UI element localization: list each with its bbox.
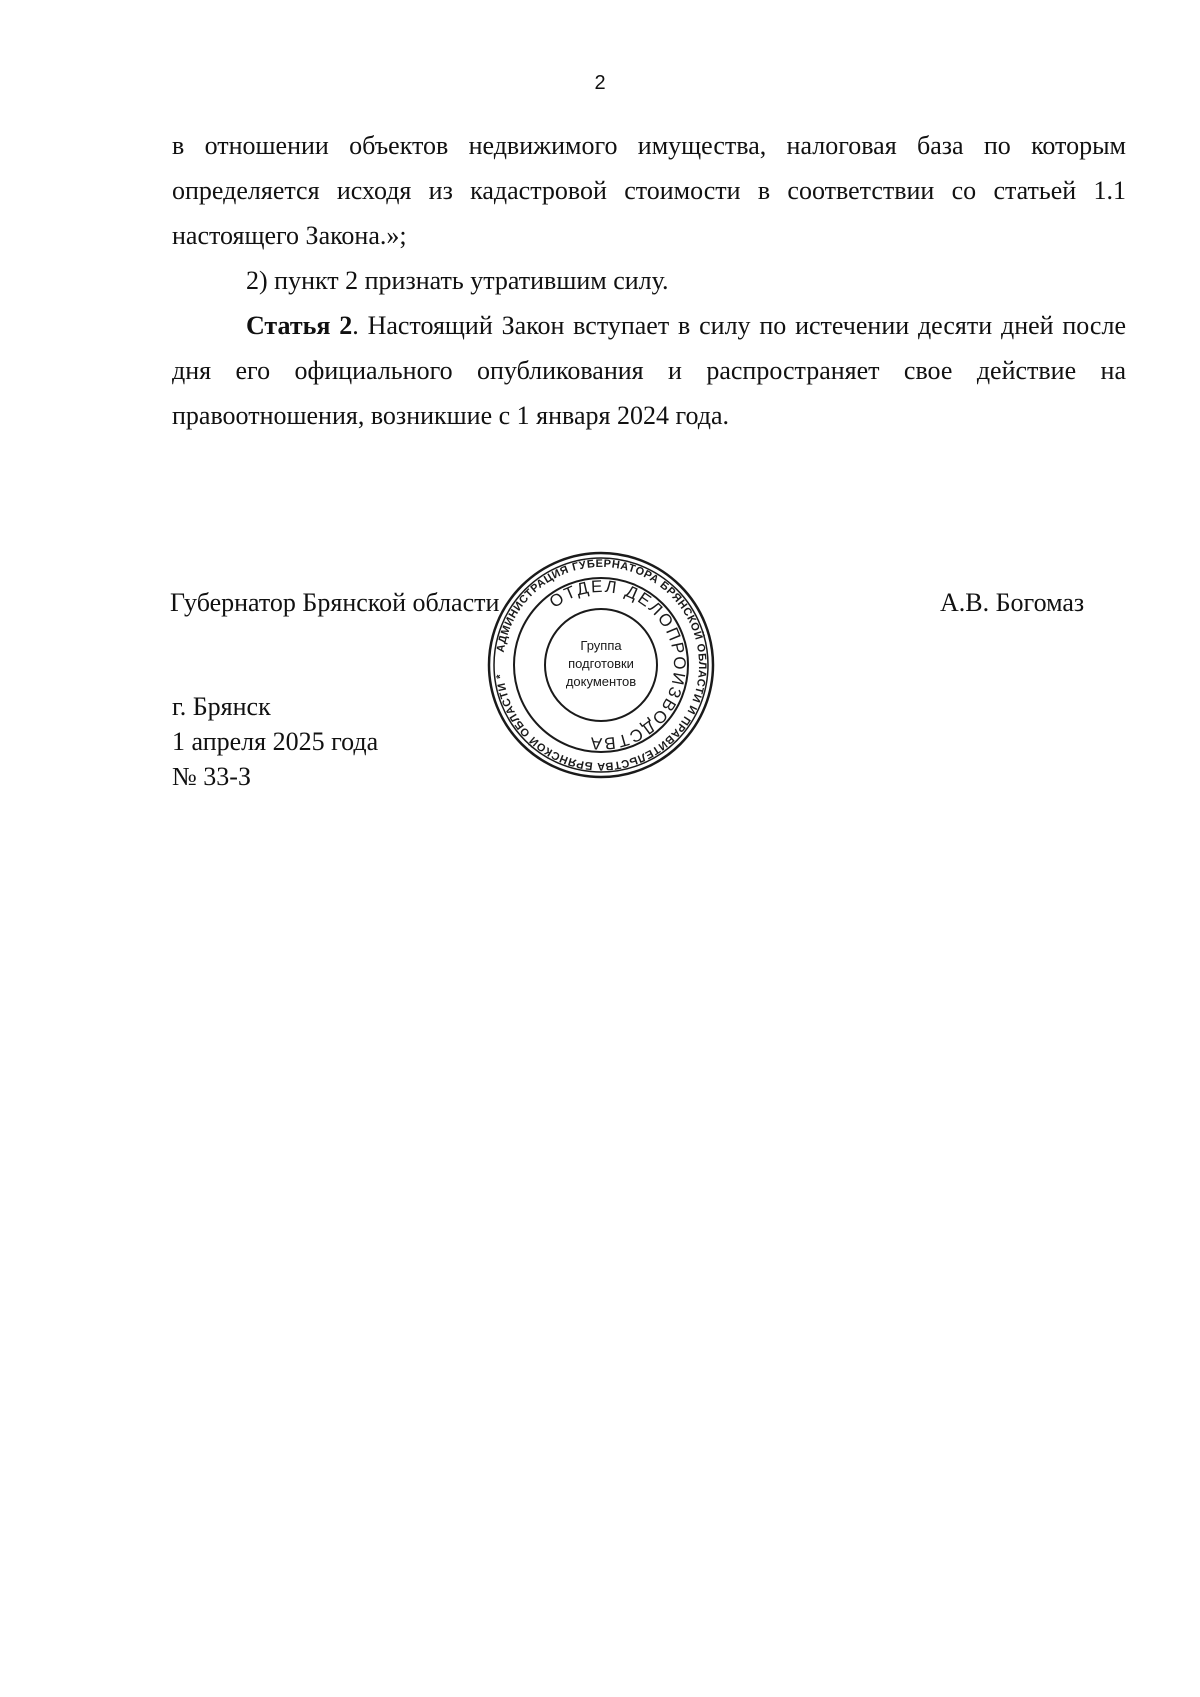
place-date-number <box>172 689 378 794</box>
paragraph-continuation: в отношении объектов недвижимого имущества, налоговая база по которым определяется исходя из кадастровой стоимости в соответствии со статьей 1.1 настоящего Закона.»; <box>172 131 1126 250</box>
document-body <box>172 123 1126 438</box>
stamp-outer-text: АДМИНИСТРАЦИЯ ГУБЕРНАТОРА БРЯНСКОЙ ОБЛАСТИ И ПРАВИТЕЛЬСТВА БРЯНСКОЙ ОБЛАСТИ * <box>494 557 709 773</box>
article-2-text: . Настоящий Закон вступает в силу по истечении десяти дней после дня его официального опубликования и распространяет свое действие на правоотношения, возникшие с 1 января 2024 года. <box>172 311 1126 430</box>
signatory-position: Губернатор Брянской области <box>170 588 500 617</box>
stamp-center-line-1: Группа <box>580 638 622 653</box>
signing-date: 1 апреля 2025 года <box>172 727 379 756</box>
stamp-center-line-2: подготовки <box>568 656 634 671</box>
city: г. Брянск <box>172 692 271 721</box>
paragraph-article-2 <box>172 303 1126 438</box>
page-number: 2 <box>594 72 606 94</box>
article-2-heading: Статья 2 <box>246 311 353 340</box>
stamp-inner-text: ОТДЕЛ ДЕЛОПРОИЗВОДСТВА <box>545 576 690 754</box>
law-number: № 33-З <box>172 762 251 791</box>
stamp-center-line-3: документов <box>565 674 637 689</box>
official-stamp <box>486 550 716 780</box>
signatory-name: А.В. Богомаз <box>940 588 1085 617</box>
paragraph-item-2: 2) пункт 2 признать утратившим силу. <box>246 266 669 295</box>
